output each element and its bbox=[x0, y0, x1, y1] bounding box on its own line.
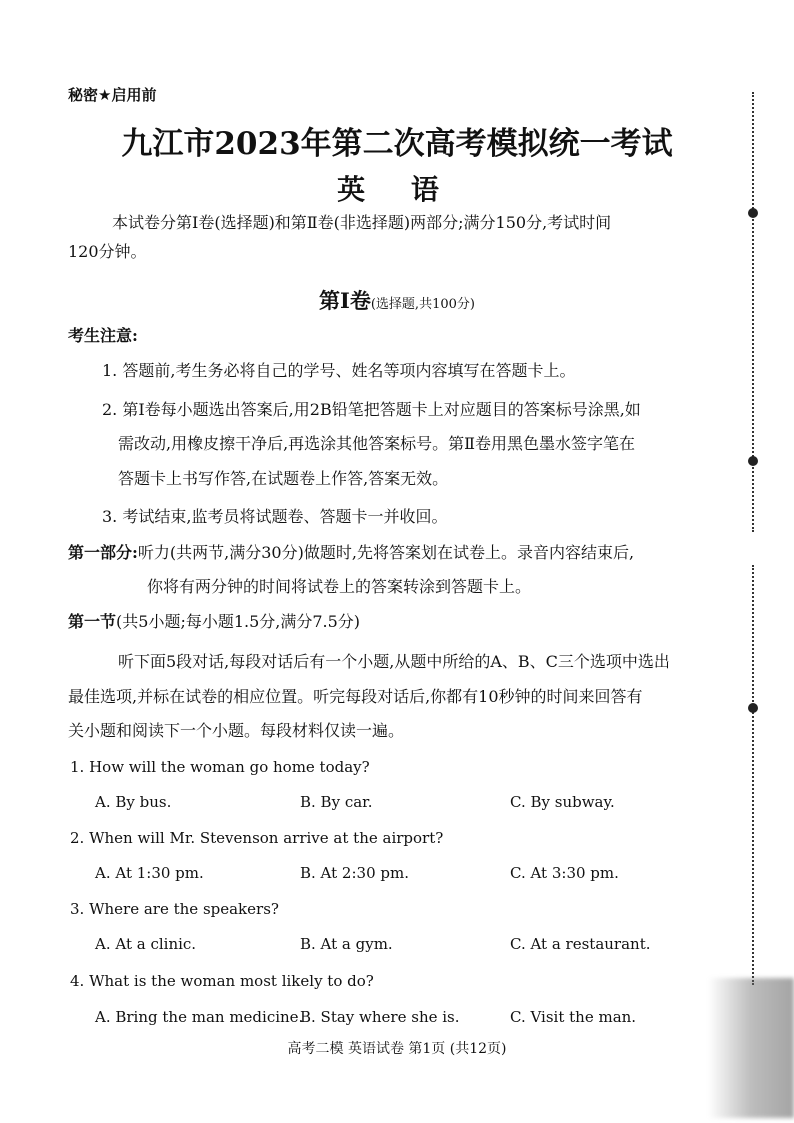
question-4-option-b: B. Stay where she is. bbox=[300, 1008, 460, 1026]
notice-item-2-line-3: 答题卡上书写作答,在试题卷上作答,答案无效。 bbox=[118, 469, 449, 488]
question-1-option-c: C. By subway. bbox=[510, 793, 615, 811]
instructions-line-3: 关小题和阅读下一个小题。每段材料仅读一遍。 bbox=[68, 721, 405, 740]
instructions-line-2: 最佳选项,并标在试卷的相应位置。听完每段对话后,你都有10秒钟的时间来回答有 bbox=[68, 687, 643, 706]
notice-item-3: 3. 考试结束,监考员将试题卷、答题卡一并收回。 bbox=[102, 507, 448, 526]
binding-line-upper bbox=[752, 92, 754, 532]
subject-title: 英 语 bbox=[337, 173, 457, 206]
question-1-option-b: B. By car. bbox=[300, 793, 373, 811]
binding-hole-1 bbox=[748, 208, 758, 218]
question-2-option-b: B. At 2:30 pm. bbox=[300, 864, 409, 882]
intro-line-2: 120分钟。 bbox=[68, 242, 147, 261]
confidential-mark: 秘密★启用前 bbox=[68, 86, 157, 104]
question-4-option-c: C. Visit the man. bbox=[510, 1008, 637, 1026]
binding-hole-2 bbox=[748, 456, 758, 466]
intro-line-1: 本试卷分第Ⅰ卷(选择题)和第Ⅱ卷(非选择题)两部分;满分150分,考试时间 bbox=[112, 213, 612, 232]
instructions-line-1: 听下面5段对话,每段对话后有一个小题,从题中所给的A、B、C三个选项中选出 bbox=[118, 652, 670, 671]
question-1-option-a: A. By bus. bbox=[95, 793, 172, 811]
question-3: 3. Where are the speakers? bbox=[70, 900, 279, 918]
question-4-option-a: A. Bring the man medicine. bbox=[95, 1008, 304, 1026]
question-1: 1. How will the woman go home today? bbox=[70, 758, 370, 776]
subsection1-heading bbox=[68, 609, 360, 632]
scan-smudge bbox=[708, 978, 794, 1118]
question-4: 4. What is the woman most likely to do? bbox=[70, 972, 374, 990]
part1-heading bbox=[0, 285, 794, 315]
subsection1-label: 第一节 bbox=[68, 612, 117, 631]
question-3-option-a: A. At a clinic. bbox=[95, 935, 197, 953]
question-2: 2. When will Mr. Stevenson arrive at the airport? bbox=[70, 829, 444, 847]
question-2-option-c: C. At 3:30 pm. bbox=[510, 864, 619, 882]
binding-line-lower bbox=[752, 565, 754, 985]
section1-line-2: 你将有两分钟的时间将试卷上的答案转涂到答题卡上。 bbox=[147, 577, 532, 596]
notice-heading: 考生注意: bbox=[68, 326, 138, 345]
question-3-option-c: C. At a restaurant. bbox=[510, 935, 651, 953]
exam-title: 九江市2023年第二次高考模拟统一考试 bbox=[121, 126, 673, 162]
notice-item-2-line-1: 2. 第Ⅰ卷每小题选出答案后,用2B铅笔把答题卡上对应题目的答案标号涂黑,如 bbox=[102, 400, 641, 419]
section1-text: 听力(共两节,满分30分)做题时,先将答案划在试卷上。录音内容结束后, bbox=[137, 543, 635, 562]
question-2-option-a: A. At 1:30 pm. bbox=[95, 864, 204, 882]
notice-item-2-line-2: 需改动,用橡皮擦干净后,再选涂其他答案标号。第Ⅱ卷用黑色墨水签字笔在 bbox=[118, 434, 636, 453]
section1-label: 第一部分: bbox=[68, 543, 138, 562]
page-footer: 高考二模 英语试卷 第1页 (共12页) bbox=[287, 1041, 507, 1057]
part1-title: 第Ⅰ卷 bbox=[319, 288, 371, 313]
question-3-option-b: B. At a gym. bbox=[300, 935, 393, 953]
subsection1-detail: (共5小题;每小题1.5分,满分7.5分) bbox=[116, 612, 361, 631]
binding-hole-3 bbox=[748, 703, 758, 713]
notice-item-1: 1. 答题前,考生务必将自己的学号、姓名等项内容填写在答题卡上。 bbox=[102, 361, 576, 380]
section1-line-1 bbox=[68, 540, 634, 563]
part1-subtitle: (选择题,共100分) bbox=[370, 297, 475, 312]
